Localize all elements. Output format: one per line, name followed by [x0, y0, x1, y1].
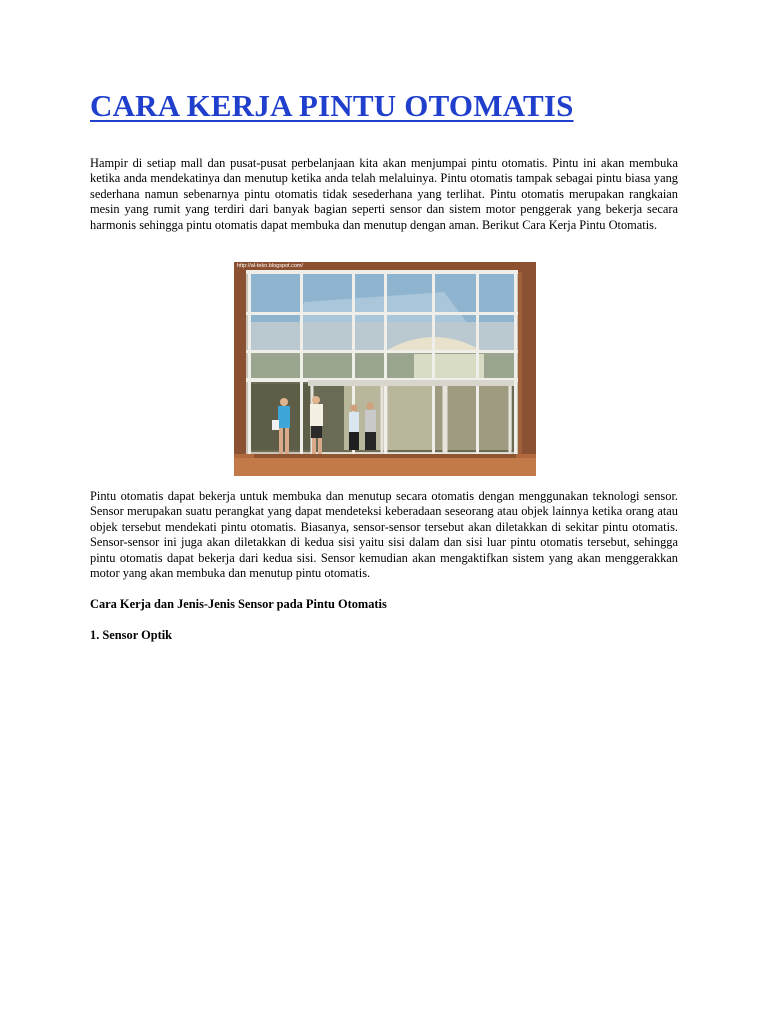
section-heading: Cara Kerja dan Jenis-Jenis Sensor pada Pintu Otomatis — [90, 597, 387, 611]
image-watermark: http://al-tekn.blogspot.com/ — [237, 263, 304, 269]
sensor-paragraph: Pintu otomatis dapat bekerja untuk membuka dan menutup secara otomatis dengan menggunakan teknologi sensor. Sensor merupakan suatu perangkat yang dapat mendeteksi keberadaan seseorang atau objek lainnya ketika orang atau objek tersebut mendekati pintu otomatis. Biasanya, sensor-sensor tersebut akan diletakkan di sekitar pintu otomatis. Sensor-sensor ini juga akan diletakkan di kedua sisi yaitu sisi dalam dan sisi luar pintu otomatis tersebut, sehingga pintu otomatis dapat bekerja dari kedua sisi. Sensor kemudian akan mengaktifkan sistem yang akan menggerakkan motor yang akan membuka dan menutup pintu otomatis. — [90, 489, 678, 581]
page-title: CARA KERJA PINTU OTOMATIS — [90, 88, 574, 123]
subsection-heading: 1. Sensor Optik — [90, 628, 173, 642]
intro-paragraph: Hampir di setiap mall dan pusat-pusat perbelanjaan kita akan menjumpai pintu otomatis. Pintu ini akan membuka ketika anda mendekatinya dan menutup ketika anda telah melaluinya. Pintu otomatis tampak sebagai pintu biasa yang sederhana namun sebenarnya pintu otomatis tidak sesederhana yang terlihat. Pintu otomatis merupakan rangkaian mesin yang rumit yang terdiri dari banyak bagian seperti sensor dan sistem motor penggerak yang bekerja secara harmonis sehingga pintu otomatis dapat membuka dan menutup dengan aman. Berikut Cara Kerja Pintu Otomatis. — [90, 156, 678, 232]
automatic-door-photo — [234, 262, 536, 476]
